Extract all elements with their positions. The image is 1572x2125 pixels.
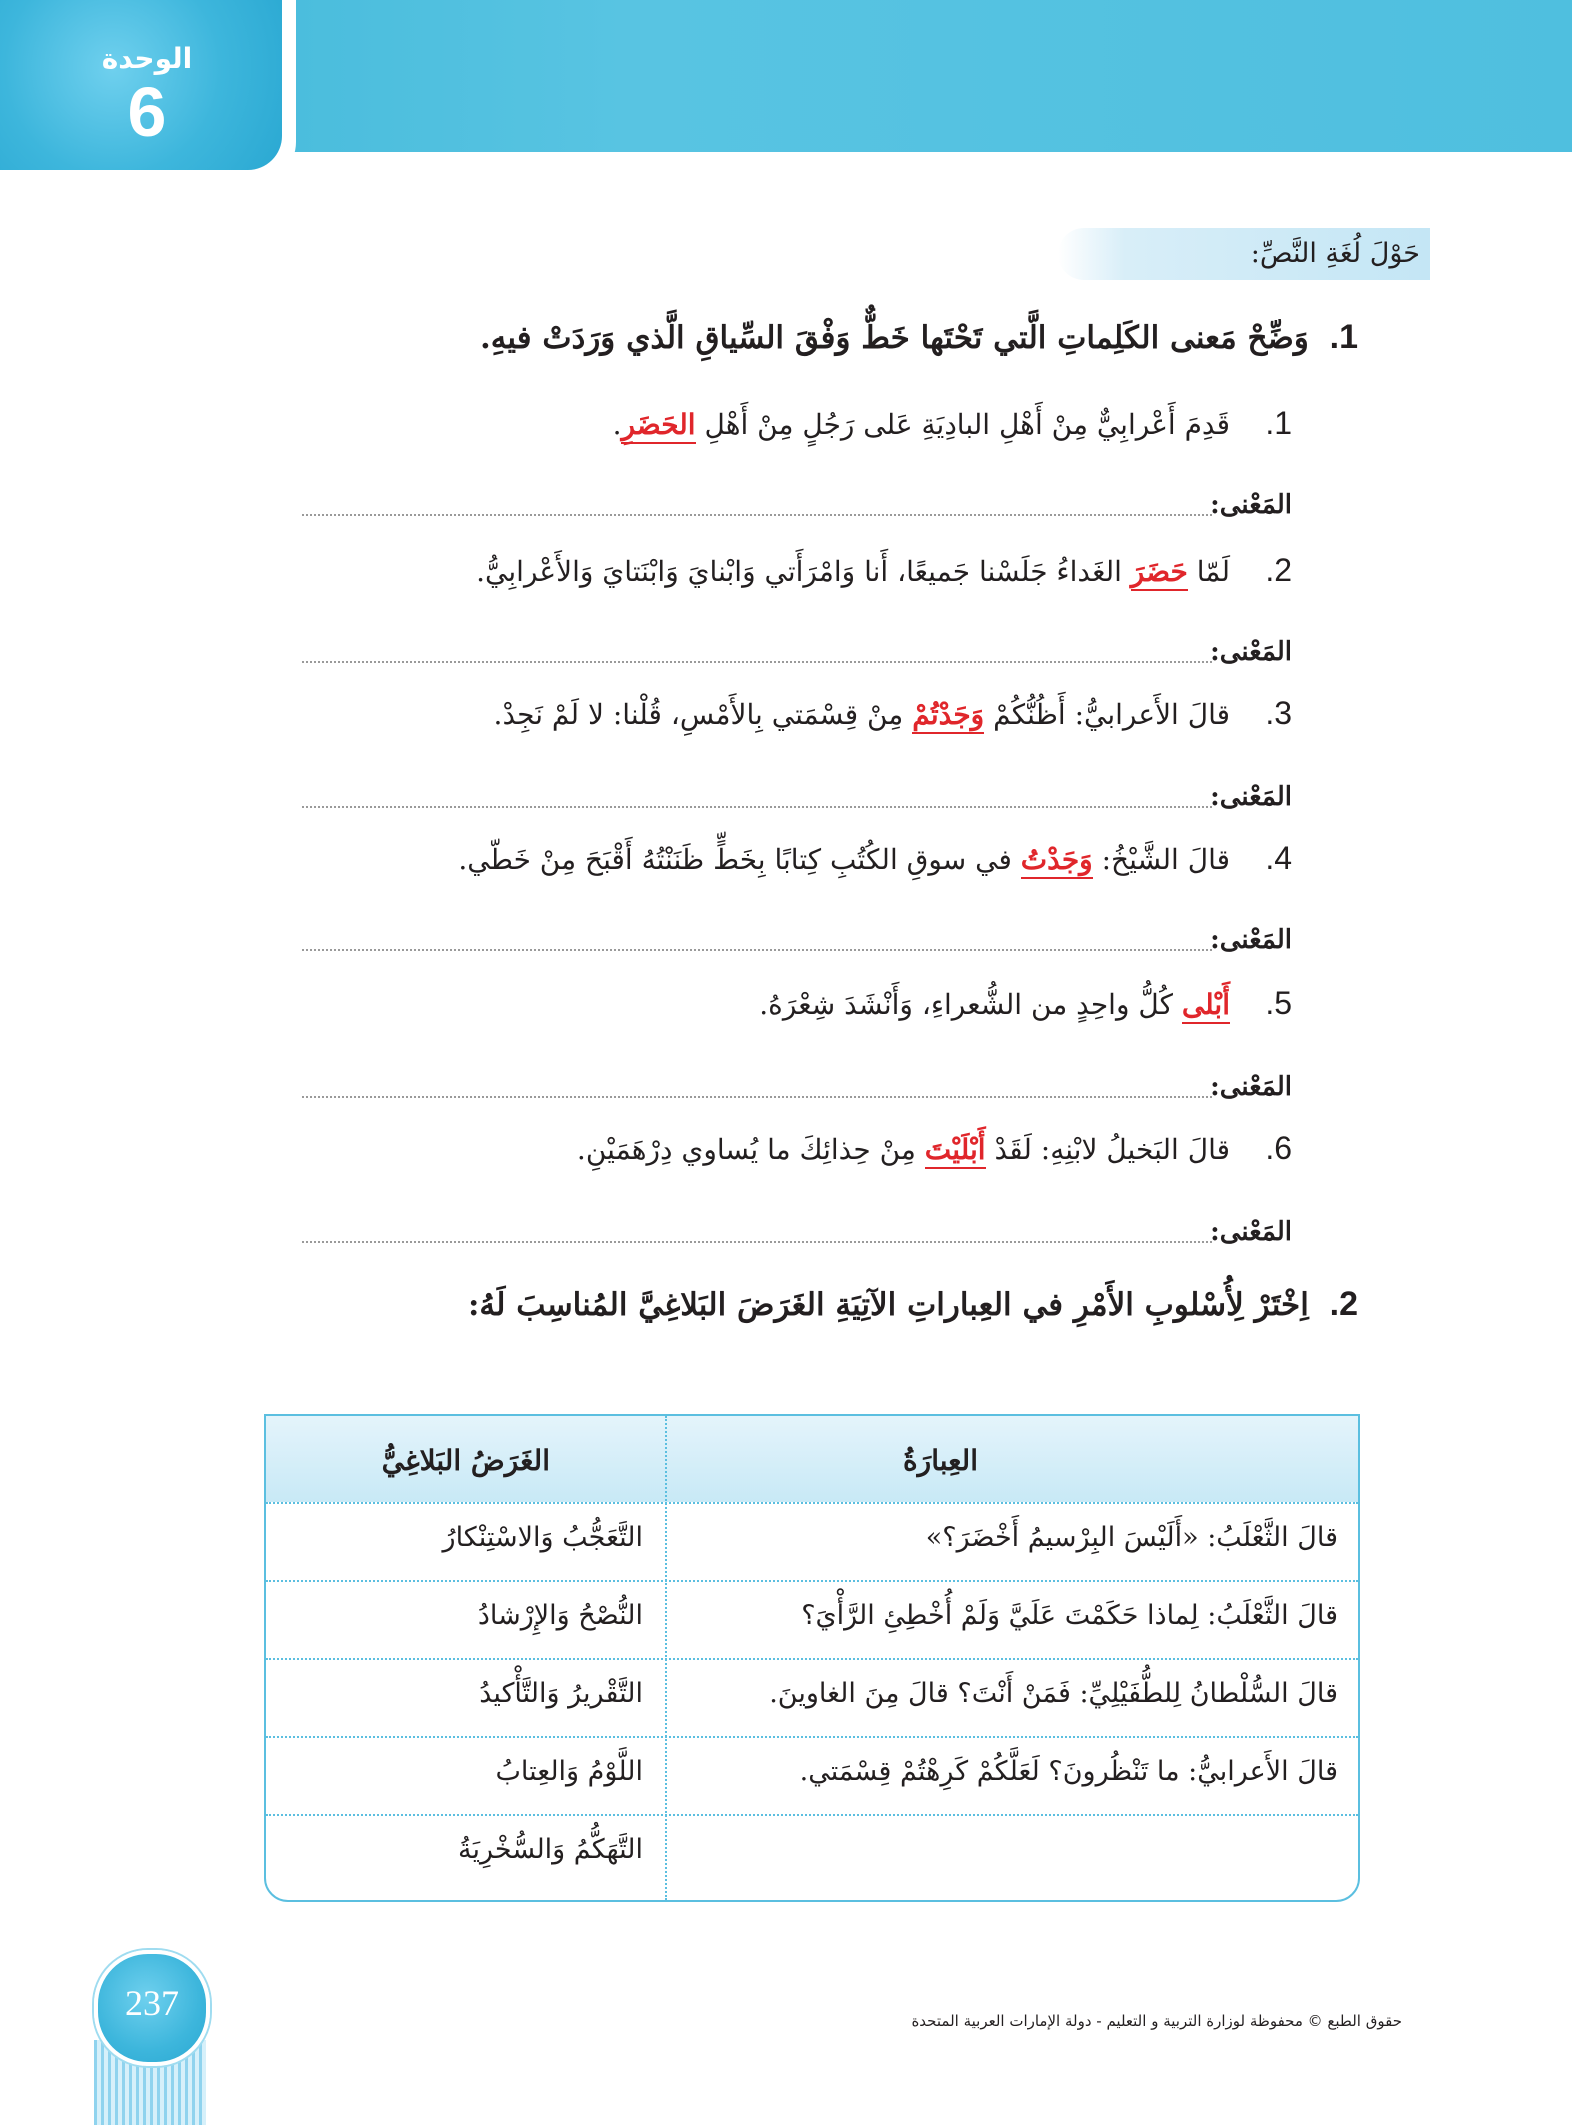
item-number: 3. bbox=[1265, 695, 1292, 731]
unit-number: 6 bbox=[127, 73, 167, 151]
item-2 bbox=[476, 552, 1292, 589]
answer-line[interactable] bbox=[302, 949, 1212, 951]
item-keyword: حَضَرَ bbox=[1131, 555, 1188, 591]
answer-line[interactable] bbox=[302, 806, 1212, 808]
unit-tab bbox=[0, 0, 296, 184]
question-1-number: 1. bbox=[1329, 318, 1358, 356]
item-text-before: قالَ الشَّيْخُ: bbox=[1092, 843, 1230, 876]
item-text-before: لَمّا bbox=[1187, 555, 1230, 588]
row-divider bbox=[266, 1814, 1358, 1816]
item-1 bbox=[613, 405, 1292, 442]
question-1-heading bbox=[480, 318, 1358, 357]
table-cell-phrase: قالَ الثَّعْلَبُ: لِماذا حَكَمْتَ عَلَيَّ وَلَمْ أُخْطِئِ الرَّأْيَ؟ bbox=[801, 1600, 1338, 1631]
answer-line[interactable] bbox=[302, 1241, 1212, 1243]
table-cell-purpose: التَّهَكُّمُ وَالسُّخْرِيَةُ bbox=[458, 1834, 643, 1865]
item-text-before: قالَ الأَعرابيُّ: أَظُنُّكُمْ bbox=[984, 698, 1230, 731]
header-phrase: العِبارَةُ bbox=[903, 1444, 978, 1477]
item-keyword: أَبْلى bbox=[1182, 988, 1230, 1024]
row-divider bbox=[266, 1658, 1358, 1660]
table-cell-purpose: النُّصْحُ وَالإِرْشادُ bbox=[477, 1600, 643, 1631]
meaning-row-3 bbox=[302, 782, 1292, 822]
table-cell-purpose: التَّقْريرُ وَالتَّأْكيدُ bbox=[479, 1678, 643, 1709]
table-cell-phrase: قالَ الثَّعْلَبُ: «أَلَيْسَ البِرْسيمُ أَخْضَرَ؟» bbox=[925, 1522, 1338, 1553]
item-6 bbox=[577, 1130, 1292, 1167]
answer-line[interactable] bbox=[302, 514, 1212, 516]
item-number: 6. bbox=[1265, 1130, 1292, 1166]
item-keyword: أَبْلَيْتَ bbox=[925, 1133, 986, 1169]
question-1-text: وَضِّحْ مَعنى الكَلِماتِ الَّتي تَحْتَها خَطٌّ وَفْقَ السِّياقِ الَّذي وَرَدَتْ فيهِ. bbox=[479, 320, 1309, 356]
item-text-after: الغَداءُ جَلَسْنا جَميعًا، أَنا وَامْرَأَتي وَابْنايَ وَابْنَتايَ وَالأَعْرابِيُّ. bbox=[476, 555, 1131, 588]
row-divider bbox=[266, 1502, 1358, 1504]
meaning-row-2 bbox=[302, 637, 1292, 677]
page-number: 237 bbox=[125, 1983, 179, 2023]
item-number: 4. bbox=[1265, 840, 1292, 876]
item-number: 5. bbox=[1265, 985, 1292, 1021]
item-text-after: في سوقِ الكُتُبِ كِتابًا بِخَطٍّ ظَنَنْتُهُ أَقْبَحَ مِنْ خَطّي. bbox=[458, 843, 1021, 876]
item-number: 1. bbox=[1265, 405, 1292, 441]
item-text-after: مِنْ قِسْمَتي بِالأَمْسِ، قُلْنا: لا لَمْ نَجِدْ. bbox=[493, 698, 913, 731]
table-cell-phrase: قالَ الأَعرابيُّ: ما تَنْظُرونَ؟ لَعَلَّكُمْ كَرِهْتُمْ قِسْمَتي. bbox=[799, 1756, 1338, 1787]
item-text-after: مِنْ حِذائِكَ ما يُساوي دِرْهَمَيْنِ. bbox=[576, 1133, 925, 1166]
meaning-label: المَعْنى: bbox=[1210, 1217, 1292, 1247]
answer-line[interactable] bbox=[302, 1096, 1212, 1098]
item-text-before: قَدِمَ أَعْرابِيٌّ مِنْ أَهْلِ البادِيَةِ عَلى رَجُلٍ مِنْ أَهْلِ bbox=[695, 408, 1230, 441]
meaning-row-6 bbox=[302, 1217, 1292, 1257]
question-2-number: 2. bbox=[1329, 1285, 1358, 1323]
meaning-row-4 bbox=[302, 925, 1292, 965]
meaning-row-1 bbox=[302, 490, 1292, 530]
meaning-label: المَعْنى: bbox=[1210, 490, 1292, 520]
table-cell-purpose: اللَّوْمُ وَالعِتابُ bbox=[495, 1756, 643, 1787]
item-4 bbox=[458, 840, 1292, 877]
question-2-heading bbox=[468, 1285, 1358, 1324]
item-5 bbox=[759, 985, 1292, 1022]
item-3 bbox=[494, 695, 1292, 732]
item-keyword: وَجَدْتُ bbox=[1021, 843, 1093, 879]
section-title: حَوْلَ لُغَةِ النَّصِّ: bbox=[1250, 238, 1420, 269]
page-badge bbox=[94, 1950, 210, 2066]
answer-line[interactable] bbox=[302, 661, 1212, 663]
purpose-table bbox=[264, 1414, 1360, 1902]
meaning-label: المَعْنى: bbox=[1210, 1072, 1292, 1102]
item-text-before: قالَ البَخيلُ لابْنِهِ: لَقَدْ bbox=[985, 1133, 1230, 1166]
question-2-text: اِخْتَرْ لِأُسْلوبِ الأَمْرِ في العِباراتِ الآتِيَةِ الغَرَضَ البَلاغِيَّ المُناسِبَ لَهُ: bbox=[467, 1287, 1309, 1323]
table-cell-phrase: قالَ السُّلْطانُ لِلطُّفَيْلِيِّ: فَمَنْ أَنْتَ؟ قالَ مِنَ الغاوينَ. bbox=[769, 1678, 1338, 1709]
meaning-row-5 bbox=[302, 1072, 1292, 1112]
header-purpose: الغَرَضُ البَلاغِيُّ bbox=[381, 1444, 550, 1477]
meaning-label: المَعْنى: bbox=[1210, 637, 1292, 667]
item-keyword: الحَضَرِ bbox=[621, 408, 695, 444]
item-keyword: وَجَدْتُمْ bbox=[912, 698, 984, 734]
item-number: 2. bbox=[1265, 552, 1292, 588]
row-divider bbox=[266, 1736, 1358, 1738]
unit-label: الوحدة bbox=[101, 42, 193, 75]
table-cell-purpose: التَّعَجُّبُ وَالاسْتِنْكارُ bbox=[442, 1522, 643, 1553]
row-divider bbox=[266, 1580, 1358, 1582]
meaning-label: المَعْنى: bbox=[1210, 782, 1292, 812]
copyright-notice: حقوق الطبع © محفوظة لوزارة التربية و التعليم - دولة الإمارات العربية المتحدة bbox=[911, 2012, 1402, 2030]
item-text-after: . bbox=[612, 408, 622, 441]
meaning-label: المَعْنى: bbox=[1210, 925, 1292, 955]
item-text-after: كُلُّ واحِدٍ من الشُّعراءِ، وَأَنْشَدَ شِعْرَهُ. bbox=[759, 988, 1182, 1021]
